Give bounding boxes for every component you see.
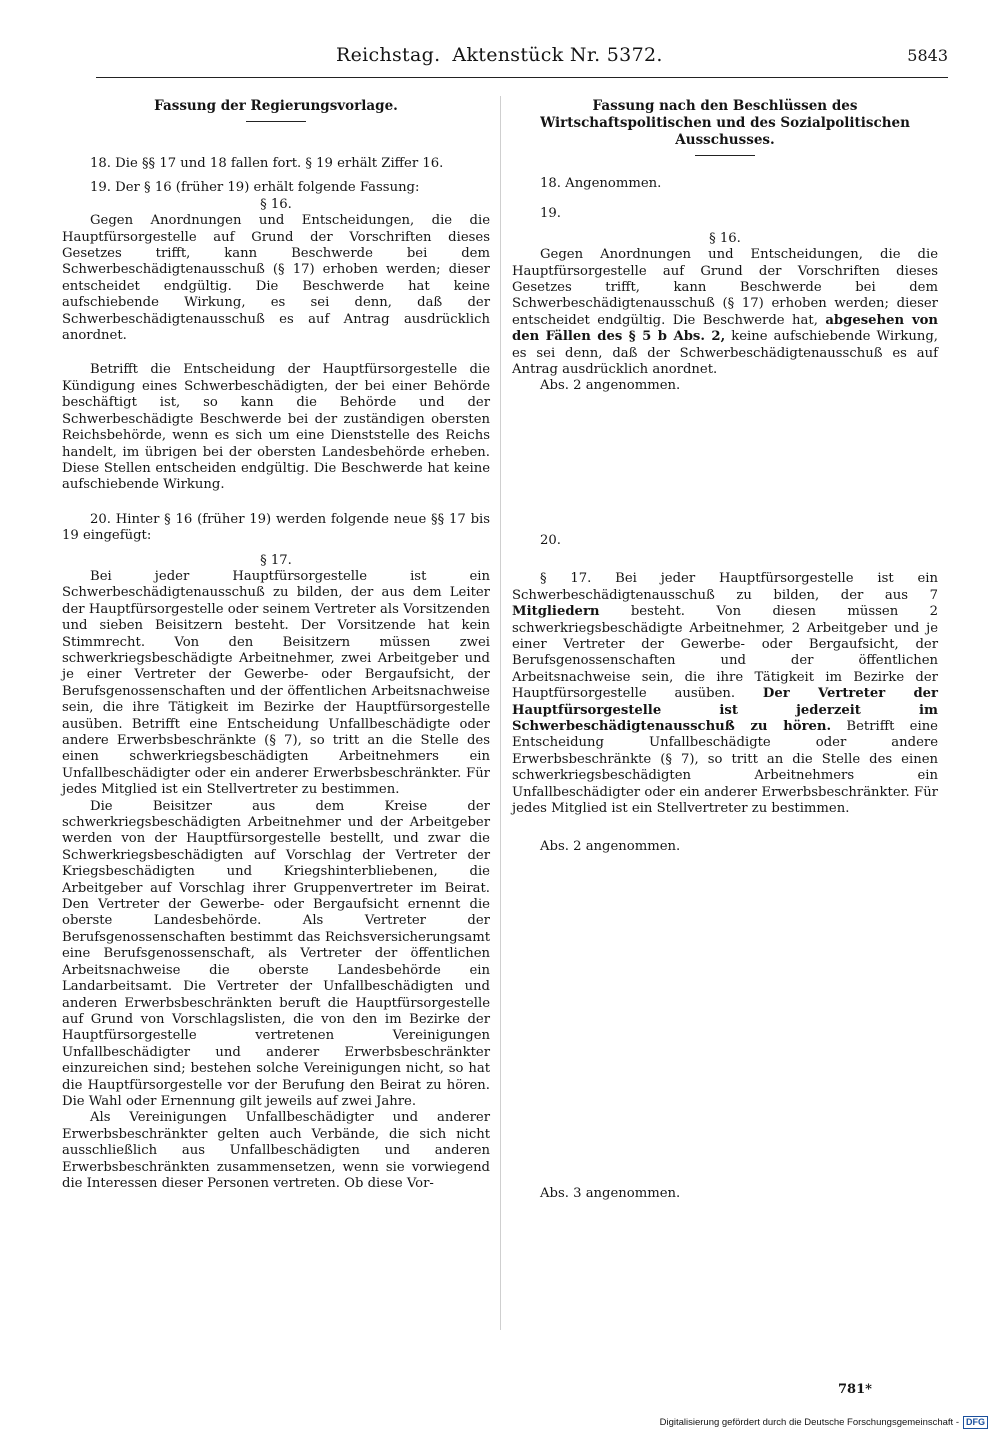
right-item-20: 20. (540, 532, 561, 548)
right-17-members-bold: Mitgliedern (512, 604, 600, 620)
left-item-20: 20. Hinter § 16 (früher 19) werden folgende neue §§ 17 bis 19 eingefügt: (62, 511, 490, 544)
running-title-left: Reichstag. (336, 44, 441, 66)
right-section-16-title: § 16. (709, 230, 741, 246)
left-section-17-para-2: Die Beisitzer aus dem Kreise der schwerkriegsbeschädigten Arbeitnehmer und der Arbeitgeber werden von der Hauptfürsorgestelle bestellt, und zwar die Schwerkriegsbeschädigten auf Vorschlag der Vertreter der Kriegsbeschädigten und Kriegshinterbliebenen, die Arbeitgeber auf Vorschlag ihrer Gruppenvertreter im Beirat. Den Vertreter der Gewerbe- oder Bergaufsicht ernennt die oberste Landesbehörde. Als Vertreter der Berufsgenossenschaften bestimmt das Reichsversicherungsamt eine Berufsgenossenschaft, als Vertreter der öffentlichen Arbeitsnachweise die oberste Landesbehörde ein Landarbeitsamt. Die Vertreter der Unfallbeschädigten und anderen Erwerbsbeschränkten beruft die Hauptfürsorgestelle auf Grund von Vorschlagslisten, die von den im Bezirke der Hauptfürsorgestelle vertretenen Vereinigungen Unfallbeschädigter und anderer Erwerbsbeschränkter einzureichen sind; bestehen solche Vereinigungen nicht, so hat die Hauptfürsorgestelle vor der Berufung den Beirat zu hören. Die Wahl oder Ernennung gilt jeweils auf zwei Jahre. (62, 798, 490, 1109)
left-heading-text: Fassung der Regierungsvorlage. (154, 98, 398, 114)
page-header (96, 44, 948, 84)
right-column (512, 98, 938, 1202)
left-item-19: 19. Der § 16 (früher 19) erhält folgende Fassung: (90, 180, 420, 196)
right-column-heading (512, 98, 938, 156)
left-section-17-para-3: Als Vereinigungen Unfallbeschädigter und anderer Erwerbsbeschränkter gelten auch Verbände, die sich nicht ausschließlich aus Unfallbeschädigten und anderen Erwerbsbeschränkten zusammensetzen, wenn sie vorwiegend die Interessen dieser Personen vertreten. Ob diese Vor- (62, 1110, 490, 1191)
right-16-text-a: Gegen Anordnungen und Entscheidungen, die die Hauptfürsorgestelle auf Grund der Vorschriften dieses Gesetzes trifft, kann Beschwerde bei dem Schwerbeschädigtenausschuß (§ 17) erhoben werden; dieser entscheidet endgültig. Die Beschwerde hat, (512, 247, 938, 328)
left-section-17-title: § 17. (260, 552, 292, 568)
left-column (62, 98, 490, 1192)
left-item-18: 18. Die §§ 17 und 18 fallen fort. § 19 erhält Ziffer 16. (90, 156, 444, 171)
right-heading-text: Fassung nach den Beschlüssen des Wirtschaftspolitischen und des Sozialpolitischen Ausschusses. (540, 98, 910, 148)
running-title (336, 44, 663, 66)
left-section-16-para-1: Gegen Anordnungen und Entscheidungen, die die Hauptfürsorgestelle auf Grund der Vorschriften dieses Gesetzes trifft, kann Beschwerde bei dem Schwerbeschädigtenausschuß (§ 17) erhoben werden; dieser entscheidet endgültig. Die Beschwerde hat keine aufschiebende Wirkung, es sei denn, daß der Schwerbeschädigtenausschuß es auf Antrag ausdrücklich anordnet. (62, 213, 490, 344)
right-section-17-para-1 (512, 571, 938, 817)
right-17-text-c: Betrifft eine Entscheidung Unfallbeschädigte oder andere Erwerbsbeschränkte (§ 7), so tritt an die Stelle des einen schwerkriegsbeschädigten Arbeitnehmers ein Unfallbeschädigter oder ein anderer Erwerbsbeschränkter. Für jedes Mitglied ist ein Stellvertreter zu bestimmen. (512, 718, 938, 816)
right-17-text-a: § 17. Bei jeder Hauptfürsorgestelle ist ein Schwerbeschädigtenausschuß zu bilden, der aus 7 (512, 571, 938, 603)
running-title-right: Aktenstück Nr. 5372. (452, 44, 663, 66)
right-section-16-para-1 (512, 247, 938, 378)
digitization-credit (660, 1416, 988, 1429)
page-number: 5843 (907, 46, 948, 65)
dfg-logo-icon: DFG (963, 1416, 988, 1429)
left-heading-rule (246, 121, 306, 122)
right-item-18: 18. Angenommen. (540, 176, 662, 191)
credit-text: Digitalisierung gefördert durch die Deutsche Forschungsgemeinschaft - (659, 1417, 959, 1428)
right-section-17-abs2: Abs. 2 angenommen. (540, 839, 681, 855)
right-item-19: 19. (540, 206, 561, 222)
signature-mark: 781* (838, 1382, 872, 1397)
left-section-17-para-1: Bei jeder Hauptfürsorgestelle ist ein Schwerbeschädigtenausschuß zu bilden, der aus dem Leiter der Hauptfürsorgestelle oder seinem Vertreter als Vorsitzenden und sieben Beisitzern besteht. Der Vorsitzende hat kein Stimmrecht. Von den Beisitzern müssen zwei schwerkriegsbeschädigte Arbeitnehmer, zwei Arbeitgeber und je einer Vertreter der Gewerbe- oder Bergaufsicht, der Berufsgenossenschaften und der öffentlichen Arbeitsnachweise sein, die ihre Tätigkeit im Bezirke der Hauptfürsorgestelle ausüben. Betrifft eine Entscheidung Unfallbeschädigte oder andere Erwerbsbeschränkte (§ 7), so tritt an die Stelle des einen schwerkriegsbeschädigten Arbeitnehmers ein Unfallbeschädigter oder ein anderer Erwerbsbeschränkter. Für jedes Mitglied ist ein Stellvertreter zu bestimmen. (62, 568, 490, 798)
column-divider (500, 96, 501, 1330)
right-section-16-abs2: Abs. 2 angenommen. (540, 378, 681, 394)
left-section-16-para-2: Betrifft die Entscheidung der Hauptfürsorgestelle die Kündigung eines Schwerbeschädigten, der bei einer Behörde beschäftigt ist, so kann die Behörde und der Schwerbeschädigte Beschwerde bei der zuständigen obersten Reichsbehörde, wenn es sich um eine Dienststelle des Reichs handelt, im übrigen bei der obersten Landesbehörde erheben. Diese Stellen entscheiden endgültig. Die Beschwerde hat keine aufschiebende Wirkung. (62, 362, 490, 493)
right-section-17-abs3: Abs. 3 angenommen. (540, 1185, 681, 1201)
header-rule (96, 77, 948, 78)
right-16-amendment-bold: abgesehen von den Fällen des § 5 b Abs. 2, (512, 312, 938, 345)
right-17-text-b: besteht. Von diesen müssen 2 schwerkriegsbeschädigte Arbeitnehmer, 2 Arbeitgeber und je einer Vertreter der Gewerbe- oder Bergaufsicht, der Berufsgenossenschaften und der öffentlichen Arbeitsnachweise sein, die ihre Tätigkeit im Bezirke der Hauptfürsorgestelle ausüben. (512, 604, 938, 702)
right-16-text-b: keine aufschiebende Wirkung, es sei denn, daß der Schwerbeschädigtenausschuß es auf Antrag ausdrücklich anordnet. (512, 329, 938, 378)
right-17-amendment-bold: Der Vertreter der Hauptfürsorgestelle ist jederzeit im Schwerbeschädigtenausschuß zu hören. (512, 686, 938, 734)
left-section-16-title: § 16. (260, 196, 292, 212)
left-column-heading (62, 98, 490, 122)
right-heading-rule (695, 155, 755, 156)
